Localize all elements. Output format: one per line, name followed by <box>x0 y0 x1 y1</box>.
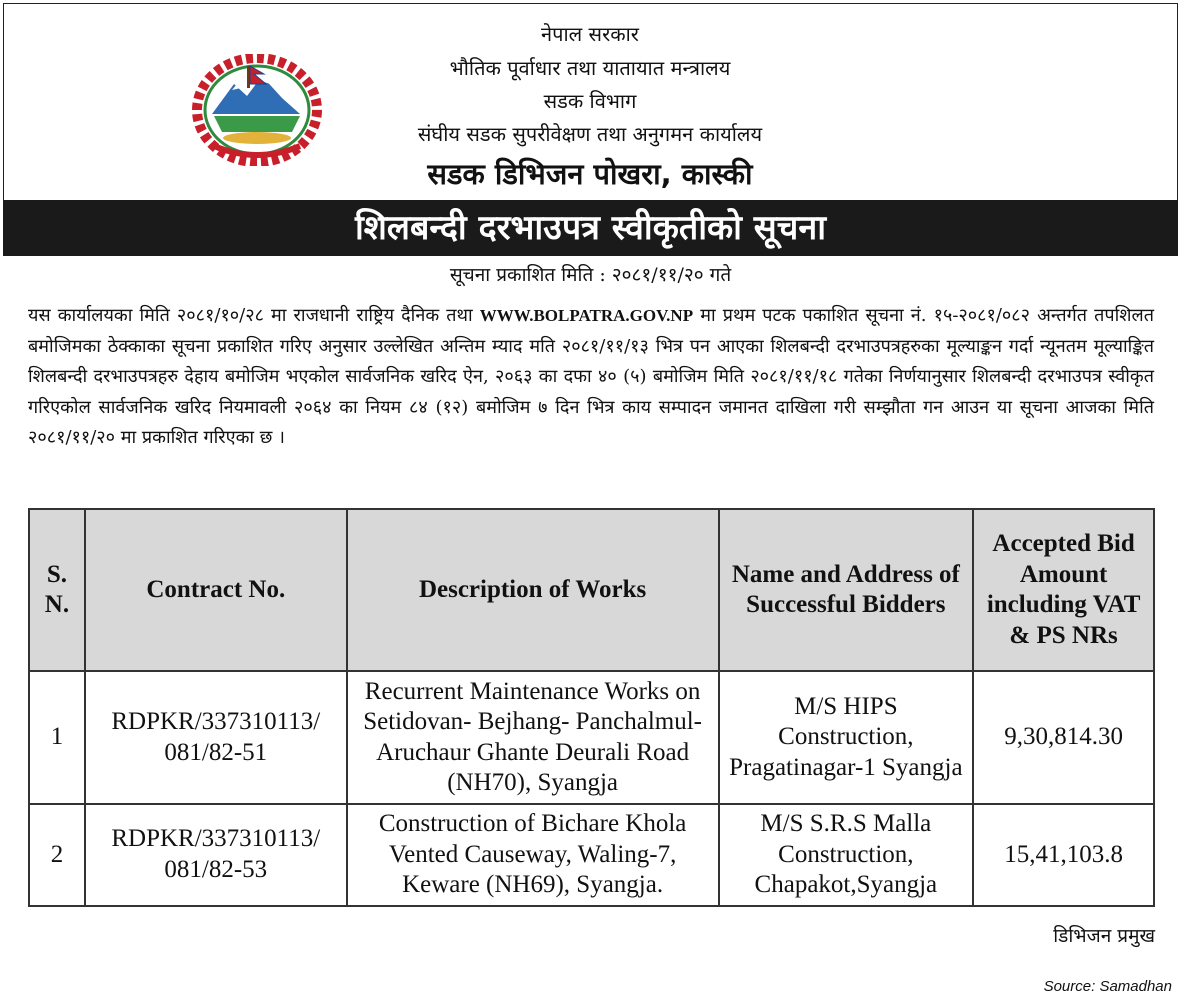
cell-description: Recurrent Maintenance Works on Setidovan- Bejhang- Panchalmul-Aruchaur Ghante Deurali Road (NH70), Syangja <box>347 671 719 804</box>
notice-paragraph <box>28 301 1154 454</box>
cell-description: Construction of Bichare Khola Vented Causeway, Waling-7, Keware (NH69), Syangja. <box>347 804 719 906</box>
cell-amount: 15,41,103.8 <box>973 804 1154 906</box>
website-text: WWW.BOLPATRA.GOV.NP <box>479 306 694 325</box>
header-amount: Accepted Bid Amount including VAT & PS NRs <box>973 509 1154 671</box>
paragraph-text-end: मा प्रथम पटक पकाशित सूचना नं. १५-२०८१/०८२ अन्तर्गत तपशिलत बमोजिमका ठेक्काका सूचना प्रकाशित गरिए अनुसार उल्लेखित अन्तिम म्याद मति २०८१/११/१३ भित्र पन आएका शिलबन्दी दरभाउपत्रहरुका मूल्याङ्कन गर्दा न्यूनतम मूल्याङ्कित शिलबन्दी दरभाउपत्रहरु देहाय बमोजिम भएकोल सार्वजनिक खरिद ऐन, २०६३ का दफा ४० (५) बमोजिम मिति २०८१/११/१८ गतेका निर्णयानुसार शिलबन्दी दरभाउपत्र स्वीकृत गरिएकोल सार्वजनिक खरिद नियमावली २०६४ का नियम ८४ (१२) बमोजिम ७ दिन भित्र काय सम्पादन जमानत दाखिला गरी सम्झौता गन आउन या सूचना आजका मिति २०८१/११/२० मा प्रकाशित गरिएका छ । <box>28 305 1154 449</box>
cell-sn: 2 <box>29 804 85 906</box>
header-bidder: Name and Address of Successful Bidders <box>719 509 974 671</box>
publish-date: सूचना प्रकाशित मिति : २०८१/११/२० गते <box>449 264 732 286</box>
cell-bidder: M/S S.R.S Malla Construction, Chapakot,Syangja <box>719 804 974 906</box>
cell-amount: 9,30,814.30 <box>973 671 1154 804</box>
header-line-ministry: भौतिक पूर्वाधार तथा यातायात मन्त्रालय <box>449 56 731 80</box>
header-description: Description of Works <box>347 509 719 671</box>
header-sn: S. N. <box>29 509 85 671</box>
header-line-government: नेपाल सरकार <box>541 22 639 46</box>
cell-contract-no: RDPKR/337310113/ 081/82-51 <box>85 671 347 804</box>
cell-bidder: M/S HIPS Construction, Pragatinagar-1 Syangja <box>719 671 974 804</box>
header-line-department: सडक विभाग <box>543 89 637 113</box>
award-table <box>28 508 1155 907</box>
cell-contract-no: RDPKR/337310113/ 081/82-53 <box>85 804 347 906</box>
source-credit: Source: Samadhan <box>1043 978 1172 995</box>
table-row <box>29 804 1154 906</box>
table-row <box>29 671 1154 804</box>
signatory-title: डिभिजन प्रमुख <box>1053 925 1155 947</box>
division-office-name: सडक डिभिजन पोखरा, कास्की <box>427 157 753 191</box>
header-contract-no: Contract No. <box>85 509 347 671</box>
table-header-row <box>29 509 1154 671</box>
notice-title: शिलबन्दी दरभाउपत्र स्वीकृतीको सूचना <box>3 200 1178 256</box>
cell-sn: 1 <box>29 671 85 804</box>
header-line-office: संघीय सडक सुपरीवेक्षण तथा अनुगमन कार्यालय <box>417 122 763 146</box>
paragraph-text-start: यस कार्यालयका मिति २०८१/१०/२८ मा राजधानी राष्ट्रिय दैनिक तथा <box>28 305 473 326</box>
